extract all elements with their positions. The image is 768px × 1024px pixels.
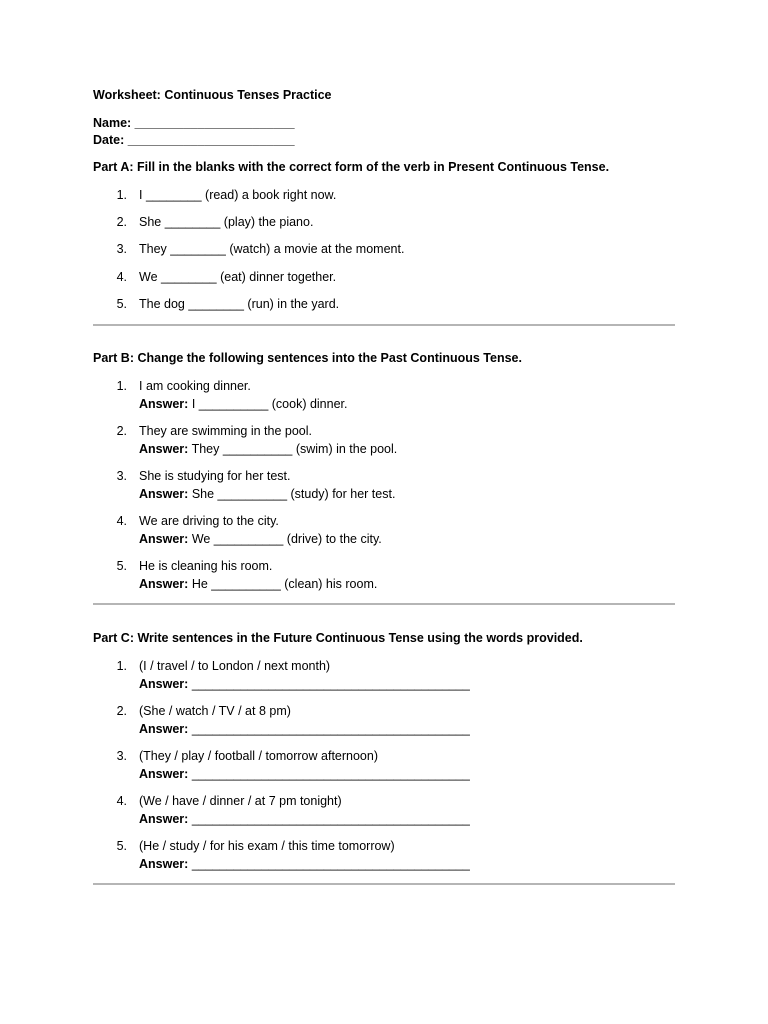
part-c-answer (139, 812, 470, 826)
answer-label: Answer: (139, 767, 189, 781)
part-a-item-number: 1. (116, 188, 127, 202)
answer-label: Answer: (139, 442, 189, 456)
section-divider (93, 324, 675, 326)
part-a-heading: Part A: Fill in the blanks with the correct form of the verb in Present Continuous Tense. (93, 160, 610, 174)
answer-label: Answer: (139, 397, 189, 411)
part-c-item-number: 1. (116, 659, 127, 673)
answer-label: Answer: (139, 857, 189, 871)
part-c-item-text: (They / play / football / tomorrow afternoon) (139, 749, 378, 763)
answer-line: ________________________________________ (191, 677, 470, 691)
part-a-item-number: 5. (116, 297, 127, 311)
part-c-answer (139, 677, 470, 691)
part-a-item-text: The dog ________ (run) in the yard. (139, 297, 340, 311)
part-b-item-text: We are driving to the city. (139, 514, 279, 528)
part-b-item-text: He is cleaning his room. (139, 559, 273, 573)
answer-text: He __________ (clean) his room. (191, 577, 378, 591)
part-a-item-text: They ________ (watch) a movie at the moment. (139, 242, 405, 256)
part-c-item-number: 4. (116, 794, 127, 808)
name-line: Name: _______________________ (93, 116, 295, 130)
answer-line: ________________________________________ (191, 812, 470, 826)
part-a-item-text: We ________ (eat) dinner together. (139, 270, 337, 284)
answer-text: We __________ (drive) to the city. (191, 532, 382, 546)
section-divider (93, 603, 675, 605)
answer-line: ________________________________________ (191, 767, 470, 781)
answer-label: Answer: (139, 487, 189, 501)
part-b-answer (139, 577, 377, 591)
part-c-item-text: (We / have / dinner / at 7 pm tonight) (139, 794, 342, 808)
part-c-item-text: (I / travel / to London / next month) (139, 659, 331, 673)
part-b-item-number: 5. (116, 559, 127, 573)
answer-text: I __________ (cook) dinner. (191, 397, 348, 411)
part-a-item-number: 4. (116, 270, 127, 284)
section-divider (93, 883, 675, 885)
part-c-heading: Part C: Write sentences in the Future Continuous Tense using the words provided. (93, 631, 583, 645)
part-b-heading: Part B: Change the following sentences into the Past Continuous Tense. (93, 351, 522, 365)
date-line: Date: ________________________ (93, 133, 295, 147)
part-b-item-number: 3. (116, 469, 127, 483)
answer-label: Answer: (139, 722, 189, 736)
answer-line: ________________________________________ (191, 857, 470, 871)
part-a-item-number: 2. (116, 215, 127, 229)
part-c-item-number: 2. (116, 704, 127, 718)
answer-line: ________________________________________ (191, 722, 470, 736)
answer-label: Answer: (139, 812, 189, 826)
answer-text: They __________ (swim) in the pool. (191, 442, 398, 456)
part-c-answer (139, 857, 470, 871)
part-a-item-text: She ________ (play) the piano. (139, 215, 314, 229)
part-c-item-number: 5. (116, 839, 127, 853)
part-b-answer (139, 532, 382, 546)
part-b-item-text: They are swimming in the pool. (139, 424, 312, 438)
part-b-answer (139, 397, 347, 411)
part-b-item-number: 1. (116, 379, 127, 393)
answer-label: Answer: (139, 532, 189, 546)
part-b-item-text: She is studying for her test. (139, 469, 291, 483)
part-b-answer (139, 442, 397, 456)
answer-text: She __________ (study) for her test. (191, 487, 396, 501)
part-c-answer (139, 722, 470, 736)
part-c-answer (139, 767, 470, 781)
part-b-item-number: 2. (116, 424, 127, 438)
answer-label: Answer: (139, 677, 189, 691)
part-b-item-text: I am cooking dinner. (139, 379, 251, 393)
worksheet-title: Worksheet: Continuous Tenses Practice (93, 88, 332, 102)
part-a-item-text: I ________ (read) a book right now. (139, 188, 337, 202)
part-b-answer (139, 487, 395, 501)
part-c-item-text: (He / study / for his exam / this time tomorrow) (139, 839, 395, 853)
part-b-item-number: 4. (116, 514, 127, 528)
part-c-item-text: (She / watch / TV / at 8 pm) (139, 704, 291, 718)
part-c-item-number: 3. (116, 749, 127, 763)
part-a-item-number: 3. (116, 242, 127, 256)
answer-label: Answer: (139, 577, 189, 591)
